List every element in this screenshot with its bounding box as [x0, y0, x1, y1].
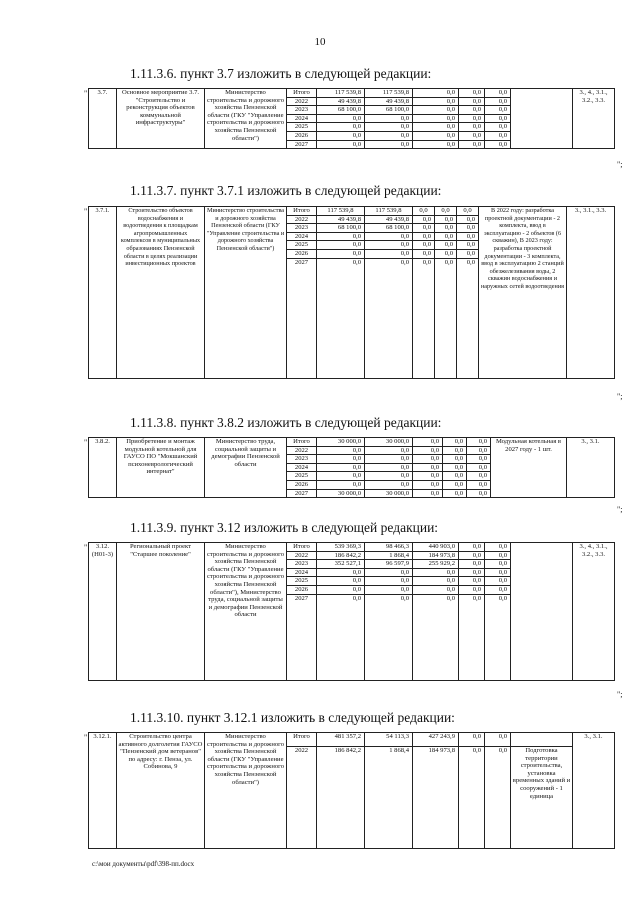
other-cell: 0,0 [485, 585, 511, 594]
regional-cell: 49 439,8 [365, 215, 413, 224]
regional-cell: 30 000,0 [365, 489, 413, 498]
year-cell: Итого [287, 207, 317, 216]
local-cell: 0,0 [443, 455, 467, 464]
regional-cell: 0,0 [365, 463, 413, 472]
other-cell: 0,0 [485, 568, 511, 577]
result-cell: Модульная котельная в 2027 году - 1 шт. [491, 438, 567, 498]
local-cell: 0,0 [443, 472, 467, 481]
federal-cell: 0,0 [413, 131, 459, 140]
year-cell: 2022 [287, 215, 317, 224]
year-cell: 2024 [287, 114, 317, 123]
total-cell: 30 000,0 [317, 489, 365, 498]
total-cell: 0,0 [317, 472, 365, 481]
other-cell: 0,0 [485, 89, 511, 98]
total-cell: 0,0 [317, 249, 365, 258]
other-cell: 0,0 [485, 543, 511, 552]
total-cell: 68 100,0 [317, 106, 365, 115]
page-number: 10 [314, 36, 326, 48]
link-cell: 3., 3.1., 3.3. [567, 207, 615, 379]
federal-cell: 427 243,9 [413, 733, 459, 747]
total-cell: 30 000,0 [317, 438, 365, 447]
regional-cell: 0,0 [365, 472, 413, 481]
section-heading: 1.11.3.10. пункт 3.12.1 изложить в следующей редакции: [130, 710, 455, 725]
local-cell: 0,0 [459, 733, 485, 747]
local-cell: 0,0 [459, 568, 485, 577]
program-table [88, 542, 615, 681]
federal-cell: 0,0 [413, 480, 443, 489]
local-cell: 0,0 [459, 131, 485, 140]
year-cell: 2025 [287, 577, 317, 586]
regional-cell: 117 539,8 [365, 207, 413, 216]
federal-cell: 184 973,8 [413, 747, 459, 849]
total-cell: 0,0 [317, 232, 365, 241]
measure-name: Приобретение и монтаж модульной котельной для ГАУСО ПО "Мокшанский психоневрологический интернат" [117, 438, 205, 498]
result-cell: Подготовка территории строительства, установка временных зданий и сооружений - 1 единица [511, 747, 573, 849]
regional-cell: 0,0 [365, 241, 413, 250]
executor: Министерство строительства и дорожного хозяйства Пензенской области (ГКУ "Управление строительства и дорожного хозяйства Пензенской области") [205, 89, 287, 149]
other-cell: 0,0 [457, 258, 479, 378]
total-cell: 0,0 [317, 463, 365, 472]
quote-open: " [84, 733, 88, 742]
other-cell: 0,0 [457, 232, 479, 241]
other-cell: 0,0 [467, 480, 491, 489]
executor: Министерство строительства и дорожного хозяйства Пензенской области (ГКУ "Управление строительства и дорожного хозяйства Пензенской области") [205, 207, 287, 379]
executor: Министерство строительства и дорожного хозяйства Пензенской области (ГКУ "Управление строительства и дорожного хозяйства Пензенской области"), Министерство труда, социальной защиты и демографии Пензенской области [205, 543, 287, 681]
local-cell: 0,0 [459, 89, 485, 98]
result-cell: В 2022 году: разработка проектной документации - 2 комплекта, ввод в эксплуатацию - 2 объектов (6 скважин), В 2023 году: разработка проектной документации - 3 комплекта, ввод в эксплуатацию 2 станций обезжелезивания воды, 2 скважин водоснабжения и наружных сетей водоотведения [479, 207, 567, 379]
year-cell: Итого [287, 89, 317, 98]
quote-close: "; [617, 505, 623, 514]
other-cell: 0,0 [485, 97, 511, 106]
section-heading: 1.11.3.7. пункт 3.7.1 изложить в следующей редакции: [130, 183, 442, 198]
total-cell: 481 357,2 [317, 733, 365, 747]
local-cell: 0,0 [459, 543, 485, 552]
local-cell: 0,0 [435, 215, 457, 224]
program-table [88, 732, 615, 849]
regional-cell: 49 439,8 [365, 97, 413, 106]
federal-cell: 0,0 [413, 215, 435, 224]
program-table [88, 206, 615, 379]
other-cell: 0,0 [485, 123, 511, 132]
row-number: 3.7.1. [89, 207, 117, 379]
total-cell: 0,0 [317, 258, 365, 378]
quote-close: "; [617, 160, 623, 169]
program-table [88, 437, 615, 498]
local-cell: 0,0 [443, 489, 467, 498]
local-cell: 0,0 [435, 207, 457, 216]
federal-cell: 0,0 [413, 446, 443, 455]
total-cell: 0,0 [317, 594, 365, 680]
local-cell: 0,0 [459, 577, 485, 586]
other-cell: 0,0 [467, 463, 491, 472]
file-path-footer: c:\мои документы\pdf\398-пп.docx [92, 860, 195, 868]
other-cell: 0,0 [457, 215, 479, 224]
local-cell: 0,0 [459, 123, 485, 132]
year-cell: 2023 [287, 106, 317, 115]
total-cell: 49 439,8 [317, 215, 365, 224]
total-cell: 0,0 [317, 455, 365, 464]
regional-cell: 1 868,4 [365, 551, 413, 560]
federal-cell: 0,0 [413, 224, 435, 233]
year-cell: 2025 [287, 123, 317, 132]
measure-name: Строительство объектов водоснабжения и водоотведения к площадкам агропромышленных комплексов в муниципальных образованиях Пензенской области в целях реализации инвестиционных проектов [117, 207, 205, 379]
local-cell: 0,0 [459, 585, 485, 594]
local-cell: 0,0 [443, 446, 467, 455]
regional-cell: 0,0 [365, 577, 413, 586]
local-cell: 0,0 [435, 258, 457, 378]
total-cell: 0,0 [317, 131, 365, 140]
result-cell [511, 543, 573, 681]
local-cell: 0,0 [443, 438, 467, 447]
link-cell: 3., 4., 3.1., 3.2., 3.3. [573, 543, 615, 681]
executor: Министерство строительства и дорожного хозяйства Пензенской области (ГКУ "Управление строительства и дорожного хозяйства Пензенской области") [205, 733, 287, 849]
regional-cell: 0,0 [365, 140, 413, 149]
regional-cell: 0,0 [365, 232, 413, 241]
regional-cell: 0,0 [365, 585, 413, 594]
federal-cell: 0,0 [413, 489, 443, 498]
row-number: 3.8.2. [89, 438, 117, 498]
section-heading: 1.11.3.6. пункт 3.7 изложить в следующей редакции: [130, 66, 432, 81]
year-cell: 2023 [287, 224, 317, 233]
measure-name: Основное мероприятие 3.7. "Строительство и реконструкция объектов коммунальной инфраструктуры" [117, 89, 205, 149]
other-cell: 0,0 [485, 747, 511, 849]
regional-cell: 0,0 [365, 131, 413, 140]
regional-cell: 0,0 [365, 258, 413, 378]
regional-cell: 0,0 [365, 594, 413, 680]
total-cell: 49 439,8 [317, 97, 365, 106]
section-heading: 1.11.3.8. пункт 3.8.2 изложить в следующей редакции: [130, 415, 442, 430]
other-cell: 0,0 [457, 249, 479, 258]
other-cell: 0,0 [485, 577, 511, 586]
total-cell: 0,0 [317, 241, 365, 250]
local-cell: 0,0 [459, 140, 485, 149]
regional-cell: 0,0 [365, 480, 413, 489]
regional-cell: 0,0 [365, 114, 413, 123]
total-cell: 0,0 [317, 140, 365, 149]
quote-close: "; [617, 392, 623, 401]
local-cell: 0,0 [459, 114, 485, 123]
federal-cell: 0,0 [413, 97, 459, 106]
section-heading: 1.11.3.9. пункт 3.12 изложить в следующей редакции: [130, 520, 439, 535]
other-cell: 0,0 [485, 114, 511, 123]
federal-cell: 0,0 [413, 455, 443, 464]
total-cell: 0,0 [317, 568, 365, 577]
local-cell: 0,0 [459, 106, 485, 115]
federal-cell: 184 973,8 [413, 551, 459, 560]
regional-cell: 1 868,4 [365, 747, 413, 849]
year-cell: 2022 [287, 97, 317, 106]
quote-open: " [84, 438, 88, 447]
federal-cell: 0,0 [413, 438, 443, 447]
executor: Министерство труда, социальной защиты и демографии Пензенской области [205, 438, 287, 498]
total-cell: 0,0 [317, 446, 365, 455]
year-cell: 2023 [287, 455, 317, 464]
year-cell: 2026 [287, 249, 317, 258]
year-cell: 2023 [287, 560, 317, 569]
local-cell: 0,0 [459, 551, 485, 560]
total-cell: 352 527,1 [317, 560, 365, 569]
year-cell: 2027 [287, 140, 317, 149]
total-cell: 117 539,8 [317, 207, 365, 216]
year-cell: 2022 [287, 551, 317, 560]
program-table [88, 88, 615, 149]
other-cell: 0,0 [485, 140, 511, 149]
other-cell: 0,0 [467, 438, 491, 447]
total-cell: 0,0 [317, 480, 365, 489]
total-cell: 117 539,8 [317, 89, 365, 98]
quote-close: "; [617, 690, 623, 699]
link-cell: 3., 3.1. [573, 733, 615, 849]
year-cell: 2026 [287, 480, 317, 489]
federal-cell: 0,0 [413, 114, 459, 123]
row-number: 3.12.1. [89, 733, 117, 849]
regional-cell: 98 466,3 [365, 543, 413, 552]
other-cell: 0,0 [467, 472, 491, 481]
quote-open: " [84, 543, 88, 552]
year-cell: Итого [287, 543, 317, 552]
year-cell: 2025 [287, 241, 317, 250]
measure-name: Строительство центра активного долголетия ГАУСО "Пензенский дом ветеранов" по адресу: г. Пенза, ул. Собинова, 9 [117, 733, 205, 849]
federal-cell: 440 903,0 [413, 543, 459, 552]
year-cell: Итого [287, 438, 317, 447]
federal-cell: 0,0 [413, 232, 435, 241]
local-cell: 0,0 [435, 232, 457, 241]
other-cell: 0,0 [457, 224, 479, 233]
regional-cell: 0,0 [365, 249, 413, 258]
total-cell: 0,0 [317, 123, 365, 132]
other-cell: 0,0 [485, 106, 511, 115]
regional-cell: 0,0 [365, 123, 413, 132]
year-cell: 2024 [287, 568, 317, 577]
other-cell: 0,0 [457, 241, 479, 250]
total-cell: 186 842,2 [317, 551, 365, 560]
local-cell: 0,0 [459, 594, 485, 680]
other-cell: 0,0 [485, 594, 511, 680]
regional-cell: 68 100,0 [365, 106, 413, 115]
year-cell: 2027 [287, 489, 317, 498]
total-cell: 68 100,0 [317, 224, 365, 233]
federal-cell: 0,0 [413, 585, 459, 594]
federal-cell: 0,0 [413, 472, 443, 481]
regional-cell: 117 539,8 [365, 89, 413, 98]
total-cell: 0,0 [317, 114, 365, 123]
total-cell: 539 369,3 [317, 543, 365, 552]
year-cell: 2022 [287, 747, 317, 849]
total-cell: 0,0 [317, 585, 365, 594]
federal-cell: 0,0 [413, 568, 459, 577]
other-cell: 0,0 [457, 207, 479, 216]
link-cell: 3., 4., 3.1., 3.2., 3.3. [573, 89, 615, 149]
year-cell: 2022 [287, 446, 317, 455]
year-cell: 2027 [287, 258, 317, 378]
federal-cell: 0,0 [413, 123, 459, 132]
local-cell: 0,0 [459, 560, 485, 569]
federal-cell: 0,0 [413, 463, 443, 472]
year-cell: 2024 [287, 463, 317, 472]
federal-cell: 0,0 [413, 594, 459, 680]
year-cell: Итого [287, 733, 317, 747]
federal-cell: 255 929,2 [413, 560, 459, 569]
federal-cell: 0,0 [413, 89, 459, 98]
regional-cell: 96 597,9 [365, 560, 413, 569]
local-cell: 0,0 [459, 747, 485, 849]
other-cell: 0,0 [467, 489, 491, 498]
other-cell: 0,0 [485, 131, 511, 140]
quote-open: " [84, 89, 88, 98]
other-cell: 0,0 [485, 560, 511, 569]
federal-cell: 0,0 [413, 207, 435, 216]
regional-cell: 54 113,3 [365, 733, 413, 747]
local-cell: 0,0 [443, 463, 467, 472]
local-cell: 0,0 [459, 97, 485, 106]
year-cell: 2025 [287, 472, 317, 481]
total-cell: 0,0 [317, 577, 365, 586]
federal-cell: 0,0 [413, 106, 459, 115]
local-cell: 0,0 [435, 249, 457, 258]
total-cell: 186 842,2 [317, 747, 365, 849]
federal-cell: 0,0 [413, 241, 435, 250]
regional-cell: 68 100,0 [365, 224, 413, 233]
local-cell: 0,0 [435, 241, 457, 250]
local-cell: 0,0 [443, 480, 467, 489]
year-cell: 2026 [287, 131, 317, 140]
link-cell: 3., 3.1. [567, 438, 615, 498]
quote-open: " [84, 207, 88, 216]
regional-cell: 0,0 [365, 446, 413, 455]
regional-cell: 0,0 [365, 568, 413, 577]
result-cell [511, 733, 573, 747]
other-cell: 0,0 [485, 733, 511, 747]
federal-cell: 0,0 [413, 249, 435, 258]
year-cell: 2027 [287, 594, 317, 680]
year-cell: 2026 [287, 585, 317, 594]
other-cell: 0,0 [467, 455, 491, 464]
federal-cell: 0,0 [413, 258, 435, 378]
local-cell: 0,0 [435, 224, 457, 233]
federal-cell: 0,0 [413, 577, 459, 586]
regional-cell: 0,0 [365, 455, 413, 464]
federal-cell: 0,0 [413, 140, 459, 149]
other-cell: 0,0 [485, 551, 511, 560]
result-cell [511, 89, 573, 149]
row-number: 3.7. [89, 89, 117, 149]
row-number: 3.12. (Н01-3) [89, 543, 117, 681]
measure-name: Региональный проект "Старшее поколение" [117, 543, 205, 681]
regional-cell: 30 000,0 [365, 438, 413, 447]
year-cell: 2024 [287, 232, 317, 241]
other-cell: 0,0 [467, 446, 491, 455]
